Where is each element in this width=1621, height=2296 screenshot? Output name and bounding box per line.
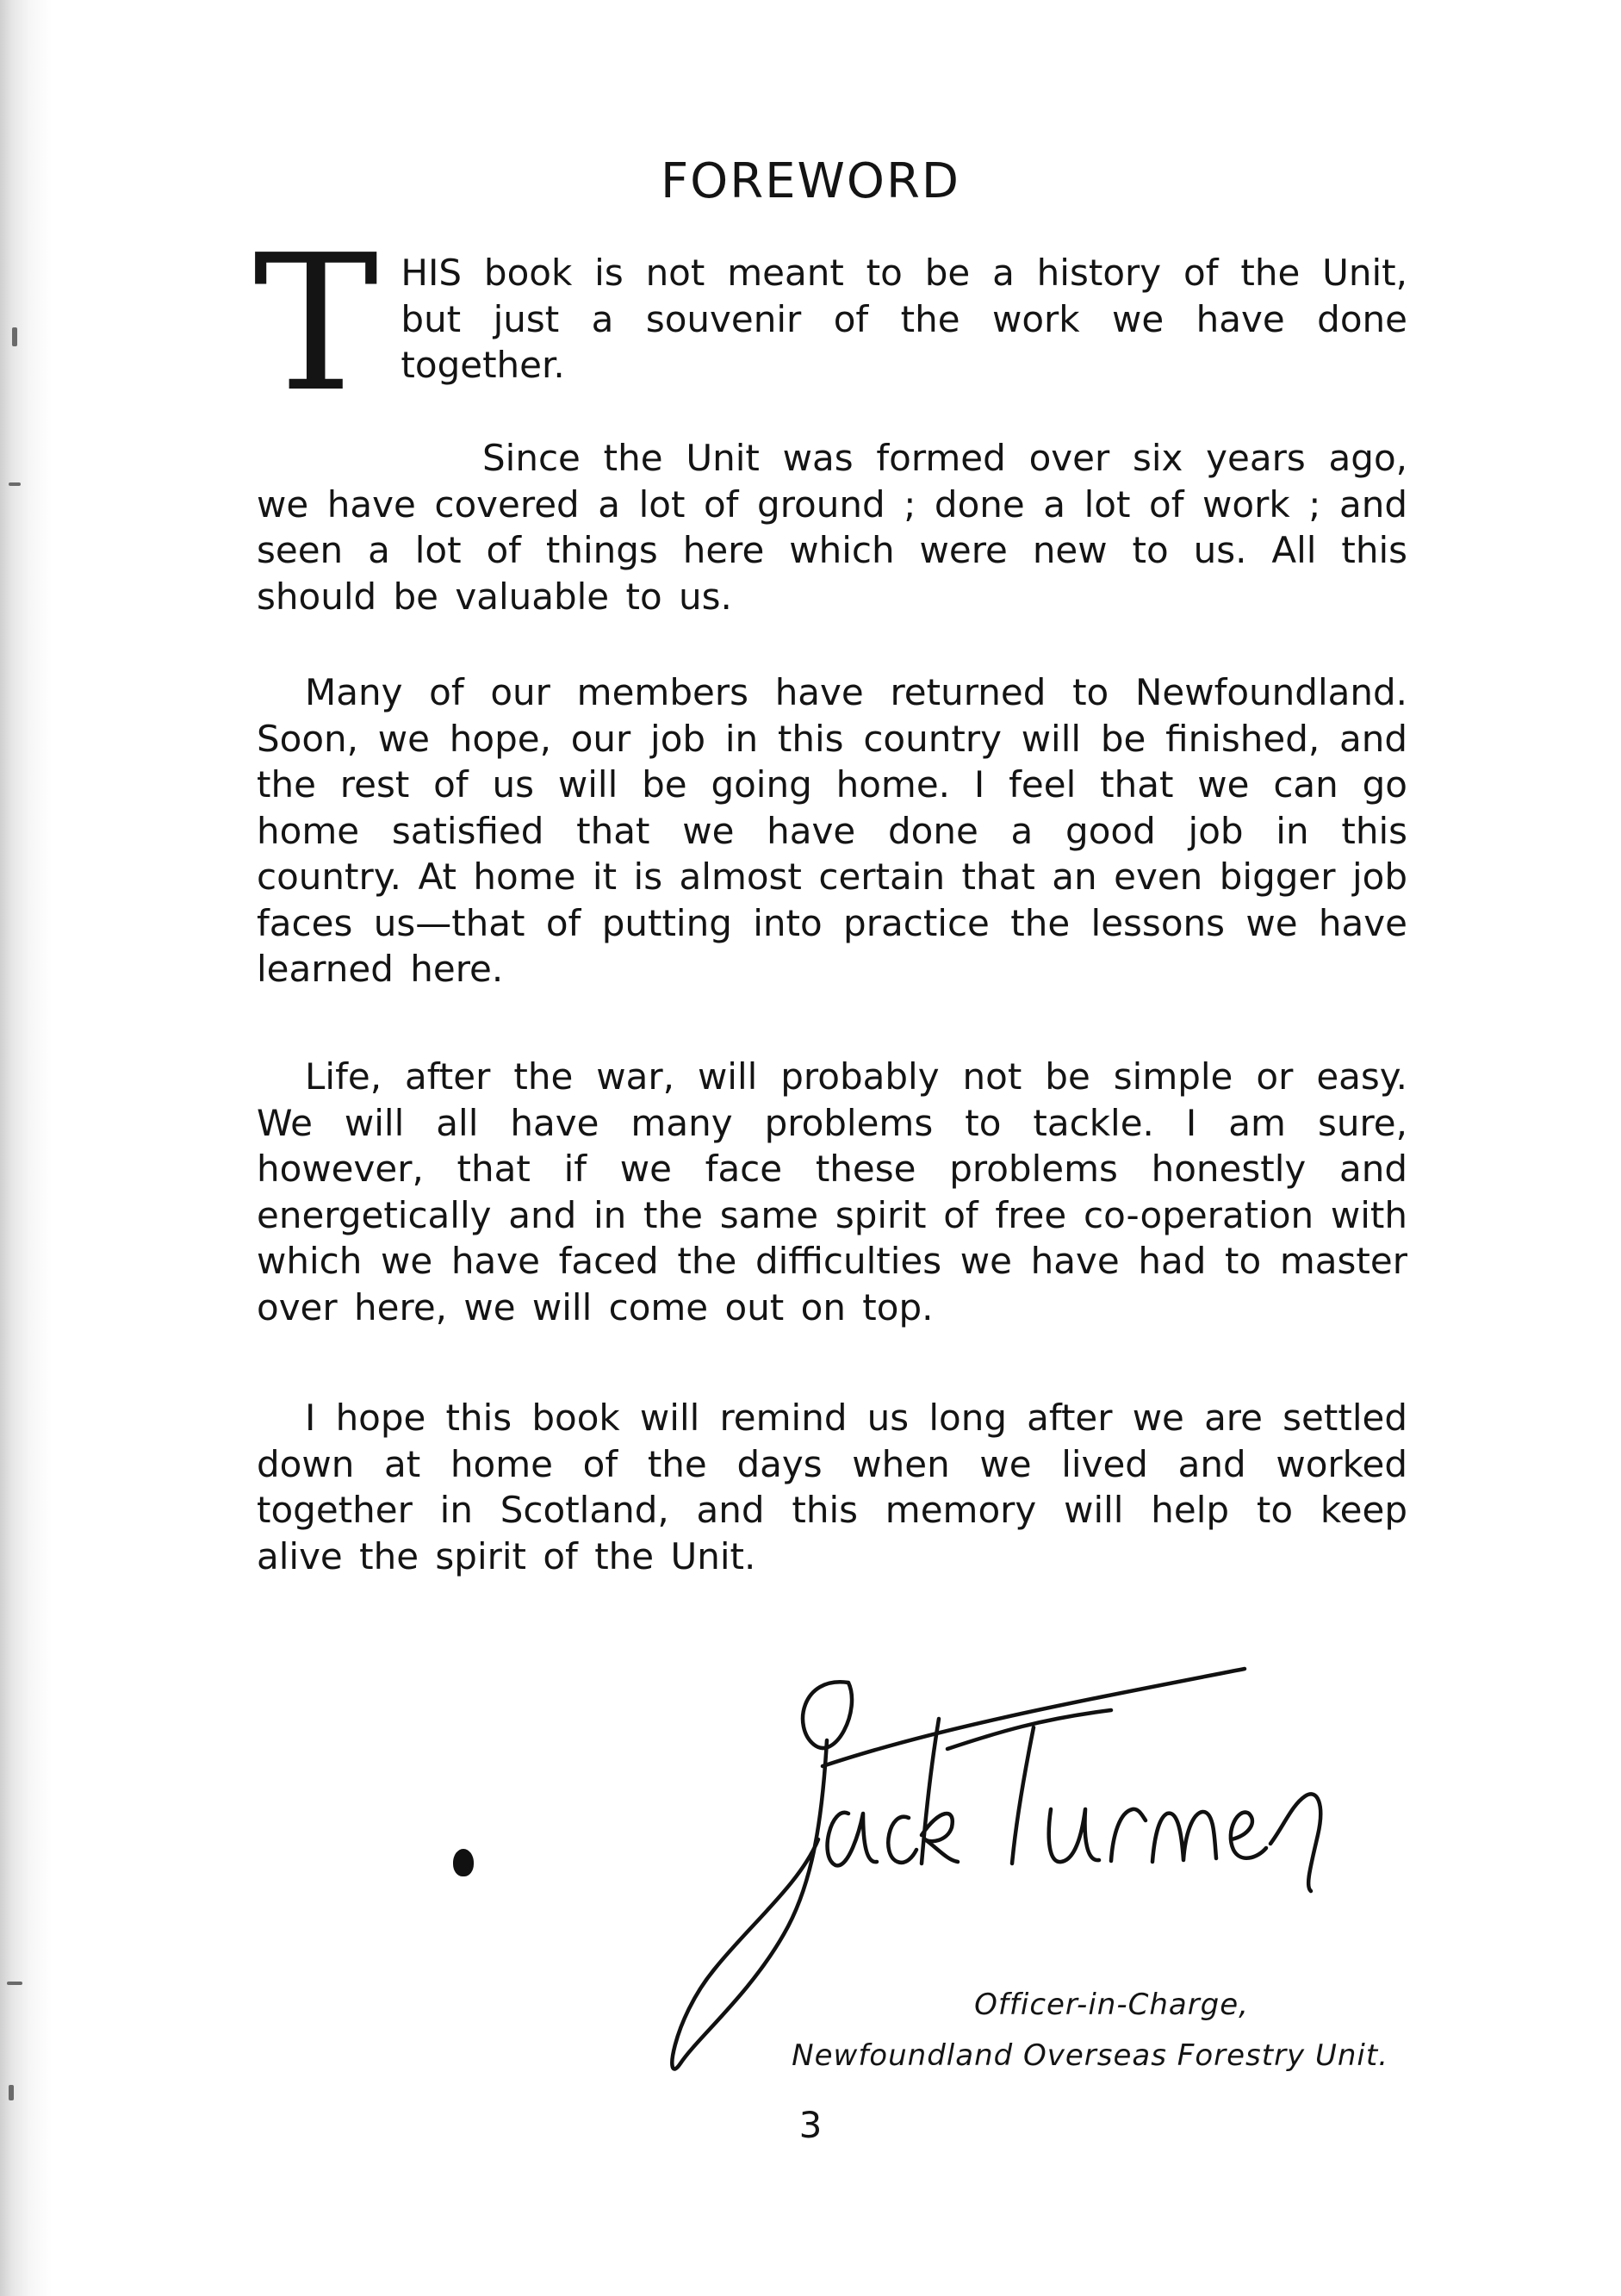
page-number: 3 — [798, 2104, 823, 2146]
paragraph-5: I hope this book will remind us long after we are settled down at home of the days when we lived and worked together in Scotland, and this memory will help to keep alive the spirit of the Unit. — [257, 1397, 1407, 1577]
signatory-unit: Newfoundland Overseas Forestry Unit. — [792, 2038, 1388, 2073]
spine-mark — [12, 327, 17, 346]
ink-blot — [453, 1849, 474, 1876]
spine-mark — [9, 482, 21, 486]
paragraph-1 — [253, 215, 1407, 433]
paragraph-4: Life, after the war, will probably not be simple or easy. We will all have many problems to tackle. I am sure, however, that if we face these problems honestly and energetically and in the same spirit of free co-operation with which we have faced the difficulties we have had to master over here, we will come out on top. — [257, 1055, 1407, 1328]
drop-cap: T — [253, 215, 379, 433]
paragraph-2: Since the Unit was formed over six years ago, we have covered a lot of ground ; done a lot of work ; and seen a lot of things here which were new to us. All this should be valuable to us. — [257, 437, 1407, 618]
paragraph-3: Many of our members have returned to Newfoundland. Soon, we hope, our job in this country will be finished, and the rest of us will be going home. I feel that we can go home satisfied that we have done a good job in this country. At home it is almost certain that an even bigger job faces us—that of putting into practice the lessons we have learned here. — [257, 671, 1407, 990]
page-title: FOREWORD — [660, 152, 961, 209]
signatory-title: Officer-in-Charge, — [974, 1988, 1249, 2022]
spine-mark — [9, 2085, 14, 2100]
spine-mark — [7, 1982, 22, 1985]
book-spine-shadow — [0, 0, 52, 2296]
paragraph-1-text: HIS book is not meant to be a history of the Unit, but just a souvenir of the work we have done together. — [401, 252, 1407, 386]
